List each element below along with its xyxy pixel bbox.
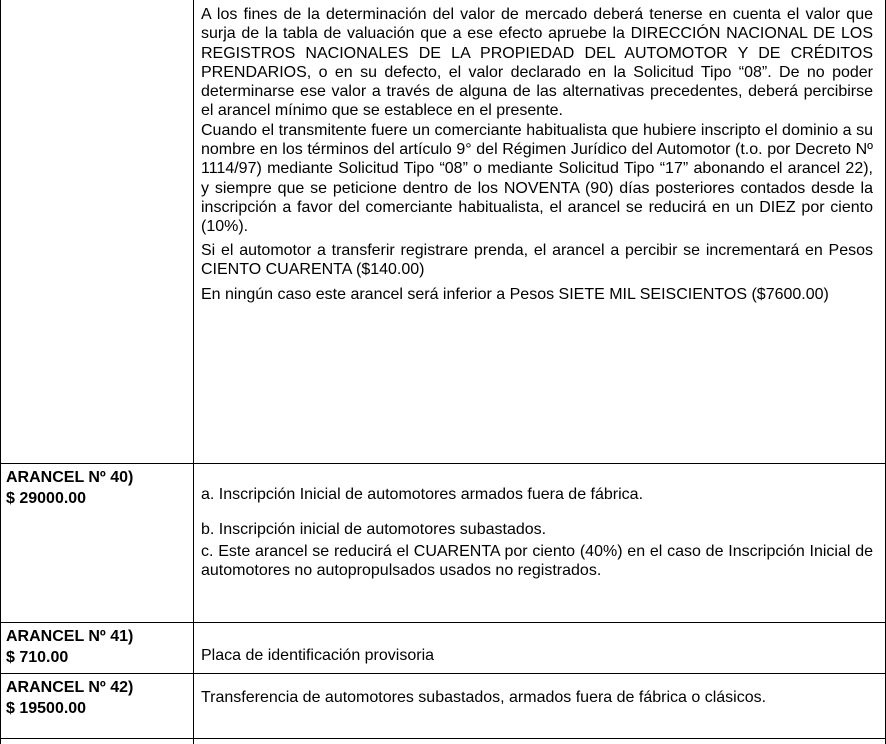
arancel-42-label: ARANCEL Nº 42) $ 19500.00 bbox=[6, 679, 134, 717]
arancel-42-description: Transferencia de automotores subastados, armados fuera de fábrica o clásicos. bbox=[201, 689, 767, 706]
arancel-40-description bbox=[201, 485, 873, 580]
intro-paragraph: Si el automotor a transferir registrare prenda, el arancel a percibir se incrementará en Pesos CIENTO CUARENTA ($140.00) bbox=[201, 241, 873, 278]
arancel-40-item: b. Inscripción inicial de automotores subastados. bbox=[201, 521, 547, 539]
arancel-41-label: ARANCEL Nº 41) $ 710.00 bbox=[6, 628, 134, 666]
arancel-40-item: a. Inscripción Inicial de automotores armados fuera de fábrica. bbox=[201, 486, 644, 503]
column-divider bbox=[193, 0, 194, 744]
row-divider bbox=[1, 673, 886, 674]
arancel-40-label: ARANCEL Nº 40) $ 29000.00 bbox=[6, 469, 134, 507]
arancel-40-item: c. Este arancel se reducirá el CUARENTA por ciento (40%) en el caso de Inscripción Inicial de automotores no autopropulsados usados no registrados. bbox=[201, 542, 873, 579]
intro-paragraph: A los fines de la determinación del valor de mercado deberá tenerse en cuenta el valor que surja de la tabla de valuación que a ese efecto apruebe la DIRECCIÓN NACIONAL DE LOS REGISTROS NACIONALES DE LA PROPIEDAD DEL AUTOMOTOR Y DE CRÉDITOS PRENDARIOS, o en su defecto, el valor declarado en la Solicitud Tipo “08”. De no poder determinarse ese valor a través de alguna de las alternativas precedentes, deberá percibirse el arancel mínimo que se establece en el presente. bbox=[201, 6, 873, 120]
intro-paragraph: Cuando el transmitente fuere un comerciante habitualista que hubiere inscripto el dominio a su nombre en los términos del artículo 9° del Régimen Jurídico del Automotor (t.o. por Decreto Nº 1114/97) mediante Solicitud Tipo “08” o mediante Solicitud Tipo “17” abonando el arancel 22), y siempre que se peticione dentro de los NOVENTA (90) días posteriores contados desde la inscripción a favor del comerciante habitualista, el arancel se reducirá en un DIEZ por ciento (10%). bbox=[201, 121, 873, 236]
intro-text bbox=[201, 5, 873, 304]
arancel-41-description: Placa de identificación provisoria bbox=[201, 647, 435, 664]
row-divider bbox=[1, 622, 886, 623]
intro-paragraph: En ningún caso este arancel será inferior a Pesos SIETE MIL SEISCIENTOS ($7600.00) bbox=[201, 286, 829, 304]
row-divider bbox=[1, 738, 886, 739]
row-divider bbox=[1, 463, 886, 464]
